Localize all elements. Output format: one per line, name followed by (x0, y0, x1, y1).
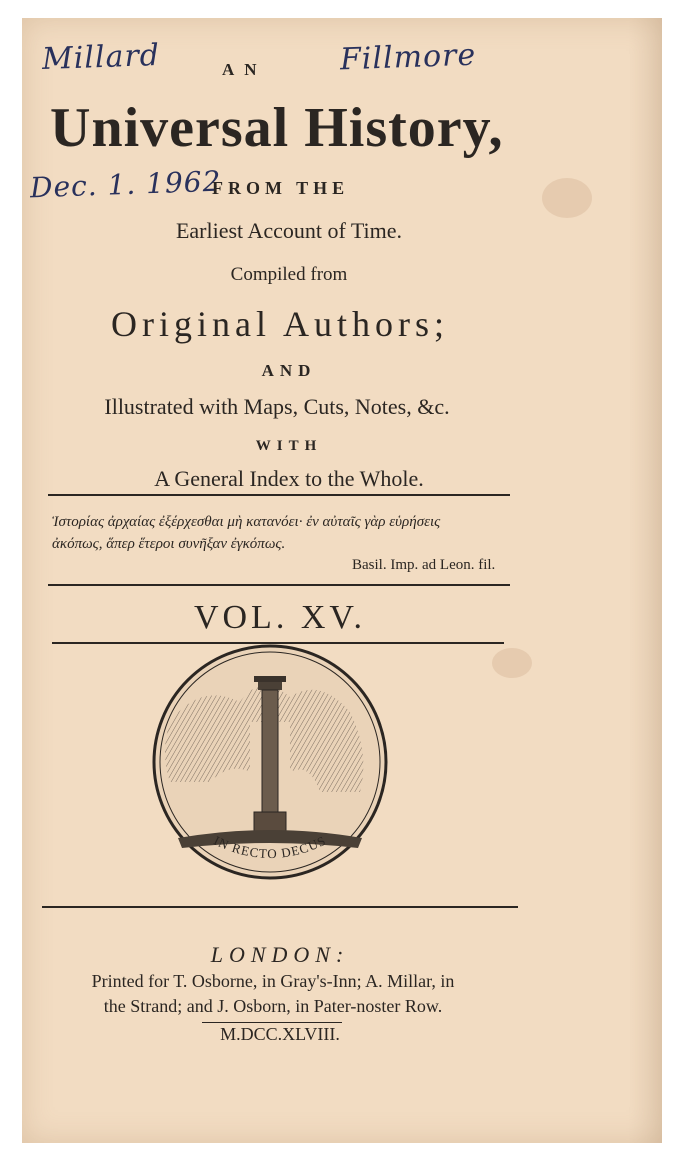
foxing-spot (542, 178, 592, 218)
title-from-the: FROM THE (212, 178, 350, 198)
epigraph-attribution: Basil. Imp. ad Leon. fil. (352, 557, 496, 573)
divider-rule (202, 1022, 342, 1023)
greek-epigraph-line2: ἀκόπως, ἅπερ ἕτεροι συνῆξαν ἐγκόπως. (52, 536, 286, 552)
title-an: AN (222, 60, 267, 79)
subtitle-original-authors: Original Authors; (111, 304, 449, 344)
greek-epigraph-line1: Ἱστορίας ἀρχαίας ἐξέρχεσθαι μὴ κατανόει· ἐν αὐταῖς γὰρ εὑρήσεις (52, 514, 441, 530)
imprint-city: LONDON: (210, 942, 350, 967)
page-title: Universal History, (50, 97, 504, 159)
subtitle-illustrated: Illustrated with Maps, Cuts, Notes, &c. (104, 394, 450, 419)
imprint-printers-line1: Printed for T. Osborne, in Gray's-Inn; A. Millar, in (91, 971, 455, 991)
subtitle-with: WITH (255, 438, 323, 454)
imprint-printers-line2: the Strand; and J. Osborn, in Pater-noster Row. (103, 996, 443, 1016)
handwritten-date: Dec. 1. 1962 (29, 164, 222, 205)
subtitle-general-index: A General Index to the Whole. (154, 466, 424, 491)
volume-number: VOL. XV. (193, 599, 367, 636)
divider-rule (48, 494, 510, 496)
subtitle-and: AND (261, 361, 317, 380)
handwritten-last-name: Fillmore (339, 37, 477, 78)
divider-rule (42, 906, 518, 908)
subtitle-earliest-account: Earliest Account of Time. (175, 218, 403, 243)
book-page (22, 18, 662, 1143)
medal-motto: IN RECTO DECUS (211, 832, 329, 862)
page-edge-shading (628, 18, 662, 1143)
divider-rule (48, 584, 510, 586)
subtitle-compiled-from: Compiled from (230, 264, 348, 285)
imprint-year: M.DCC.XLVIII. (220, 1024, 340, 1044)
handwritten-first-name: Millard (41, 37, 161, 78)
column-medallion-engraving (150, 642, 390, 882)
foxing-spot (492, 648, 532, 678)
